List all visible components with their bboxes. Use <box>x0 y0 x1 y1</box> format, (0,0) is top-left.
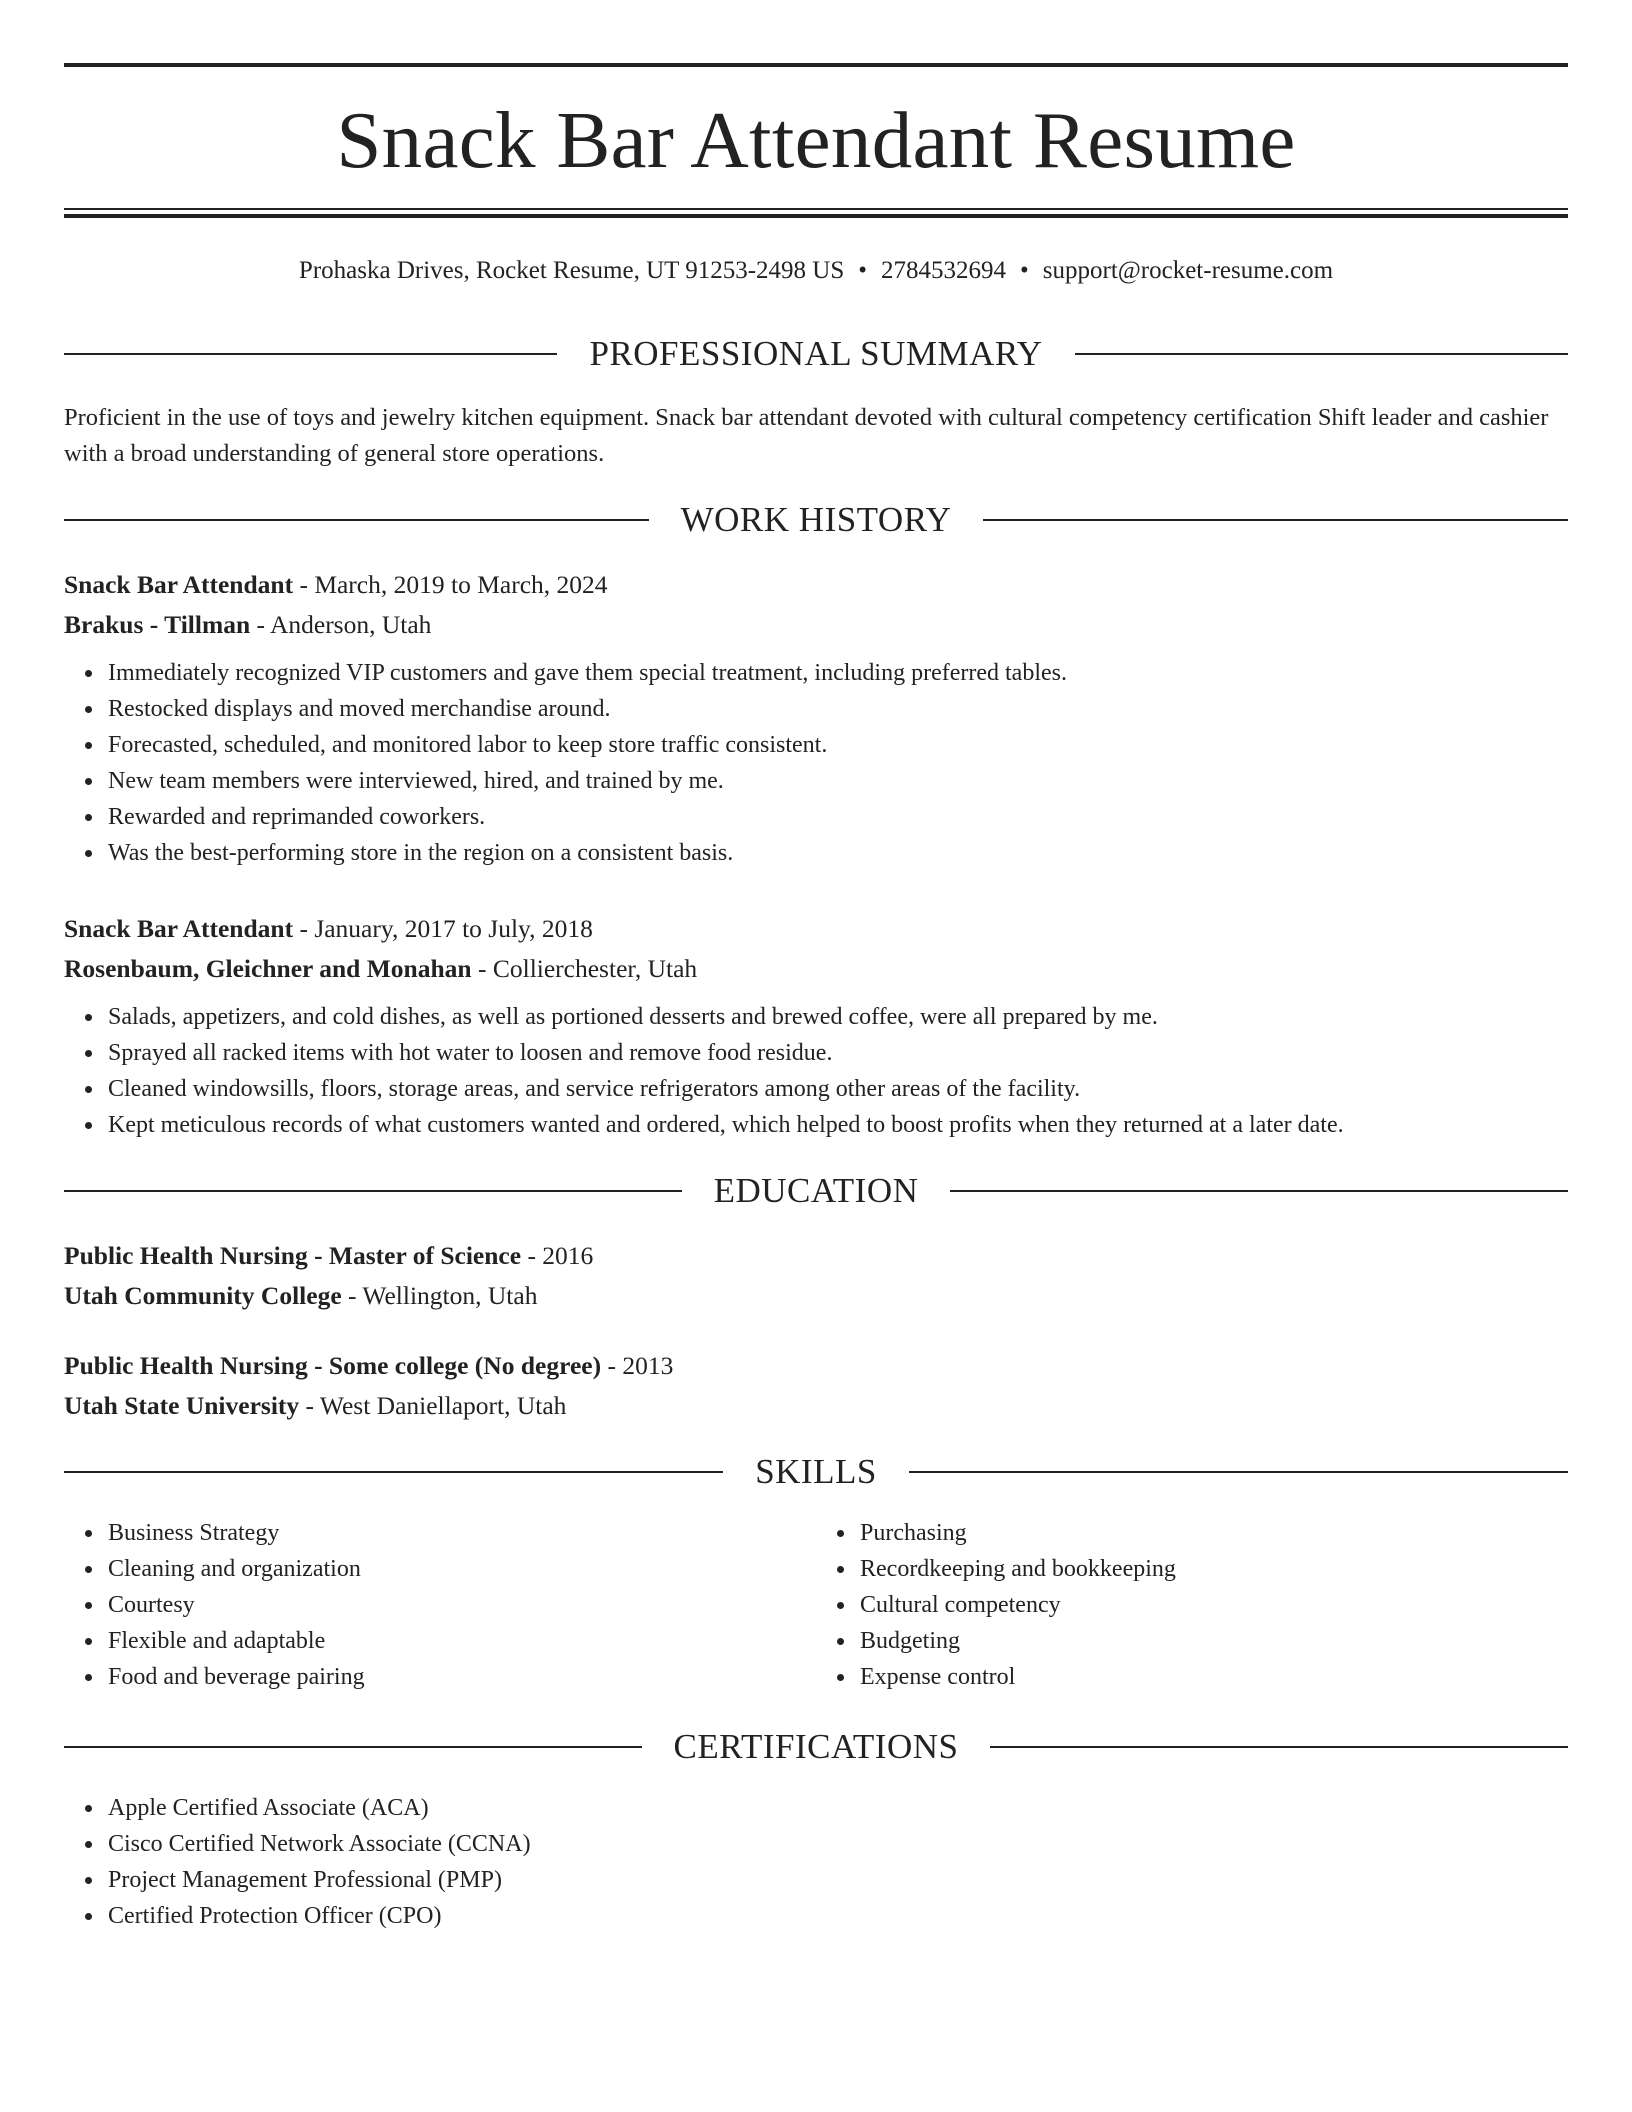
section-heading-certifications <box>64 1727 1568 1767</box>
job-location: - Collierchester, Utah <box>471 954 698 983</box>
job-dates: - January, 2017 to July, 2018 <box>293 914 593 943</box>
education-location: - Wellington, Utah <box>341 1281 538 1310</box>
job-company: Brakus - Tillman <box>64 610 251 639</box>
heading-rule <box>64 1190 682 1192</box>
education-entry <box>64 1346 1568 1426</box>
section-heading-skills <box>64 1452 1568 1492</box>
section-title: SKILLS <box>755 1452 877 1491</box>
section-heading-summary <box>64 334 1568 374</box>
list-item: Cultural competency <box>860 1587 1568 1623</box>
job-bullets <box>64 999 1568 1143</box>
education-degree: Public Health Nursing - Master of Science <box>64 1241 522 1270</box>
job-company-line <box>64 949 1568 989</box>
list-item: Cleaned windowsills, floors, storage areas, and service refrigerators among other areas of the facility. <box>108 1071 1568 1107</box>
list-item: Apple Certified Associate (ACA) <box>108 1790 1568 1826</box>
skills-list <box>64 1515 1568 1695</box>
list-item: Cisco Certified Network Associate (CCNA) <box>108 1826 1568 1862</box>
list-item: Recordkeeping and bookkeeping <box>860 1551 1568 1587</box>
list-item: Courtesy <box>108 1587 816 1623</box>
certifications-bullets <box>64 1790 1568 1934</box>
section-title: WORK HISTORY <box>680 500 952 539</box>
job-dates: - March, 2019 to March, 2024 <box>293 570 608 599</box>
section-title: CERTIFICATIONS <box>673 1727 959 1766</box>
heading-rule <box>64 1471 723 1473</box>
job-title-line <box>64 565 1568 605</box>
list-item: Kept meticulous records of what customers wanted and ordered, which helped to boost profits when they returned at a later date. <box>108 1107 1568 1143</box>
skills-column-right <box>816 1515 1568 1695</box>
job-title: Snack Bar Attendant <box>64 570 294 599</box>
heading-rule <box>64 353 557 355</box>
job-entry <box>64 565 1568 871</box>
list-item: Cleaning and organization <box>108 1551 816 1587</box>
contact-address: Prohaska Drives, Rocket Resume, UT 91253-2498 US <box>298 257 845 284</box>
contact-phone: 2784532694 <box>881 257 1006 284</box>
job-location: - Anderson, Utah <box>250 610 432 639</box>
education-entry <box>64 1236 1568 1316</box>
heading-rule <box>909 1471 1568 1473</box>
list-item: Project Management Professional (PMP) <box>108 1862 1568 1898</box>
list-item: Budgeting <box>860 1623 1568 1659</box>
section-title: PROFESSIONAL SUMMARY <box>589 334 1043 373</box>
skills-column-left <box>64 1515 816 1695</box>
education-school: Utah State University <box>64 1391 300 1420</box>
education-school-line <box>64 1276 1568 1316</box>
education-year: - 2013 <box>601 1351 674 1380</box>
education-year: - 2016 <box>521 1241 594 1270</box>
job-company-line <box>64 605 1568 645</box>
section-heading-education <box>64 1171 1568 1211</box>
education-school-line <box>64 1386 1568 1426</box>
education-degree: Public Health Nursing - Some college (No degree) <box>64 1351 602 1380</box>
education-degree-line <box>64 1346 1568 1386</box>
job-title-line <box>64 909 1568 949</box>
summary-text: Proficient in the use of toys and jewelry kitchen equipment. Snack bar attendant devoted with cultural competency certification Shift leader and cashier with a broad understanding of general store operations. <box>64 404 1549 467</box>
list-item: Sprayed all racked items with hot water to loosen and remove food residue. <box>108 1035 1568 1071</box>
job-entry <box>64 909 1568 1143</box>
list-item: New team members were interviewed, hired, and trained by me. <box>108 763 1568 799</box>
heading-rule <box>990 1746 1568 1748</box>
education-location: - West Daniellaport, Utah <box>299 1391 567 1420</box>
contact-separator: • <box>858 257 867 284</box>
education-school: Utah Community College <box>64 1281 342 1310</box>
list-item: Forecasted, scheduled, and monitored labor to keep store traffic consistent. <box>108 727 1568 763</box>
contact-email: support@rocket-resume.com <box>1042 257 1334 284</box>
certifications-list <box>64 1790 1568 1934</box>
list-item: Salads, appetizers, and cold dishes, as well as portioned desserts and brewed coffee, were all prepared by me. <box>108 999 1568 1035</box>
list-item: Immediately recognized VIP customers and gave them special treatment, including preferred tables. <box>108 655 1568 691</box>
section-heading-work-history <box>64 500 1568 540</box>
contact-separator: • <box>1020 257 1029 284</box>
job-company: Rosenbaum, Gleichner and Monahan <box>64 954 472 983</box>
resume-title: Snack Bar Attendant Resume <box>336 95 1296 185</box>
heading-rule <box>64 519 649 521</box>
title-double-rule <box>64 208 1568 218</box>
contact-line <box>64 254 1568 288</box>
top-rule <box>64 63 1568 67</box>
job-bullets <box>64 655 1568 871</box>
heading-rule <box>983 519 1568 521</box>
job-title: Snack Bar Attendant <box>64 914 294 943</box>
list-item: Purchasing <box>860 1515 1568 1551</box>
list-item: Food and beverage pairing <box>108 1659 816 1695</box>
heading-rule <box>1075 353 1568 355</box>
list-item: Rewarded and reprimanded coworkers. <box>108 799 1568 835</box>
list-item: Certified Protection Officer (CPO) <box>108 1898 1568 1934</box>
section-title: EDUCATION <box>713 1171 919 1210</box>
list-item: Flexible and adaptable <box>108 1623 816 1659</box>
heading-rule <box>64 1746 642 1748</box>
list-item: Restocked displays and moved merchandise around. <box>108 691 1568 727</box>
list-item: Was the best-performing store in the region on a consistent basis. <box>108 835 1568 871</box>
list-item: Expense control <box>860 1659 1568 1695</box>
list-item: Business Strategy <box>108 1515 816 1551</box>
heading-rule <box>950 1190 1568 1192</box>
education-degree-line <box>64 1236 1568 1276</box>
